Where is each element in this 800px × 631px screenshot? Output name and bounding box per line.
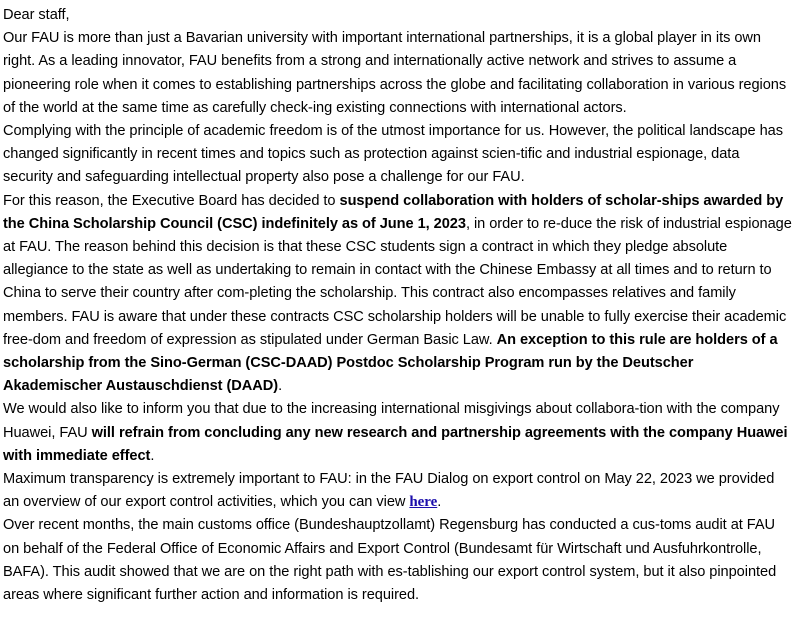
huawei-end-punctuation: .: [150, 447, 155, 464]
csc-suspension-highlight: suspend collaboration with holders of scholar-ships awarded by the China Scholarship Council (CSC) indefinitely as of June 1, 2023: [3, 192, 784, 232]
paragraph-csc-suspension: [3, 190, 793, 399]
paragraph-huawei: [3, 398, 793, 468]
csc-intro-text: For this reason, the Executive Board has decided to: [3, 192, 340, 209]
huawei-highlight: will refrain from concluding any new research and partnership agreements with the company Huawei with immediate effect: [3, 424, 788, 464]
csc-reason-text: , in order to re-duce the risk of industrial espionage at FAU. The reason behind this decision is that these CSC students sign a contract in which they pledge absolute allegiance to the state as well as undertaking to remain in contact with the Chinese Embassy at all times and to return to China to serve their country after com-pleting the scholarship. This contract also encompasses relatives and family members. FAU is aware that under these contracts CSC scholarship holders will be unable to fully exercise their academic free-dom and freedom of expression as stipulated under German Basic Law.: [3, 215, 792, 348]
paragraph-transparency: [3, 468, 793, 514]
huawei-intro-text: We would also like to inform you that due to the increasing international misgivings about collabora-tion with the company Huawei, FAU: [3, 401, 780, 441]
paragraph-global-player: Our FAU is more than just a Bavarian university with important international partnerships, it is a global player in its own right. As a leading innovator, FAU benefits from a strong and internationally active network and strives to assume a pioneering role when it comes to establishing partnerships across the globe and facilitating collaboration in various regions of the world at the same time as carefully check-ing existing connections with international actors.: [3, 30, 787, 116]
transparency-text: Maximum transparency is extremely important to FAU: in the FAU Dialog on export control on May 22, 2023 we provided an overview of our export control activities, which you can view: [3, 471, 775, 511]
export-control-overview-link[interactable]: here: [409, 494, 438, 511]
paragraph-academic-freedom: Complying with the principle of academic freedom is of the utmost importance for us. However, the political landscape has changed significantly in recent times and topics such as protection against scien-tific and industrial espionage, data security and safeguarding intellectual property also pose a challenge for our FAU.: [3, 123, 783, 186]
transparency-end-punctuation: .: [437, 494, 442, 511]
csc-end-punctuation: .: [278, 378, 283, 395]
paragraph-customs-audit: Over recent months, the main customs office (Bundeshauptzollamt) Regensburg has conducted a cus-toms audit at FAU on behalf of the Federal Office of Economic Affairs and Export Control (Bundesamt für Wirtschaft und Ausfuhrkontrolle, BAFA). This audit showed that we are on the right path with es-tablishing our export control system, but it also pinpointed areas where significant further action and information is required.: [3, 517, 777, 604]
daad-exception-highlight: An exception to this rule are holders of a scholarship from the Sino-German (CSC-DAAD) Postdoc Scholarship Program run by the Deutscher Akademischer Austauschdienst (DAAD): [3, 331, 778, 395]
greeting: Dear staff,: [3, 7, 70, 23]
